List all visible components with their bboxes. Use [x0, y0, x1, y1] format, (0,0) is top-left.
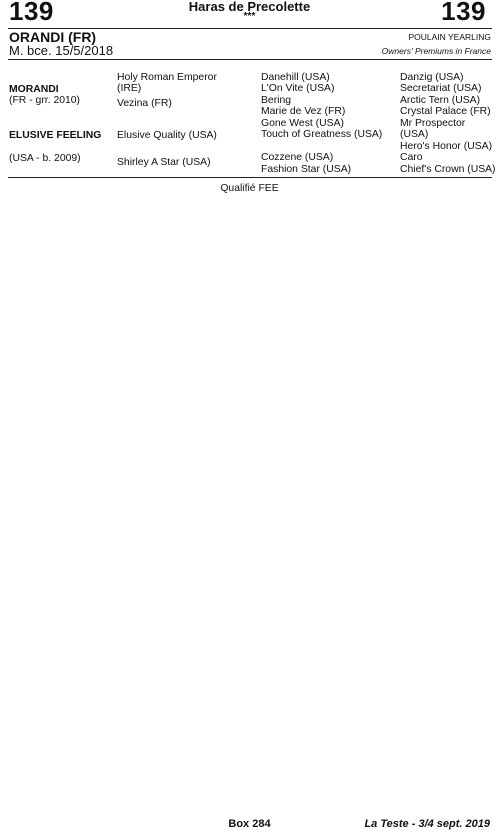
sire-name: MORANDI — [9, 84, 59, 95]
ggp-1: Danehill (USA) — [261, 72, 330, 83]
sire-info: (FR - grr. 2010) — [9, 95, 81, 106]
box-number: Box 284 — [228, 818, 271, 830]
dam-name: ELUSIVE FEELING — [9, 130, 102, 141]
ggp-5: Gone West (USA) — [261, 118, 344, 129]
gggp-7: Caro — [400, 152, 423, 163]
birth-info: M. bce. 15/5/2018 — [9, 43, 114, 58]
ggp-8: Fashion Star (USA) — [261, 164, 352, 175]
gggp-6: Hero's Honor (USA) — [400, 141, 493, 152]
qualification-note: Qualifié FEE — [220, 183, 279, 194]
ggp-4: Marie de Vez (FR) — [261, 106, 346, 117]
gggp-5: Mr Prospector (USA) — [400, 118, 466, 141]
gggp-4: Crystal Palace (FR) — [400, 106, 491, 117]
sale-name: La Teste - 3/4 sept. 2019 — [364, 818, 490, 830]
granddam-sire-side: Vezina (FR) — [117, 98, 172, 109]
ggp-3: Bering — [261, 95, 292, 106]
ggp-7: Cozzene (USA) — [261, 152, 334, 163]
page-footer — [0, 818, 499, 832]
granddam-dam-side: Shirley A Star (USA) — [117, 157, 211, 168]
pedigree-top-rule — [8, 59, 492, 60]
lot-number-left: 139 — [9, 0, 54, 26]
grandsire: Holy Roman Emperor (IRE) — [117, 72, 217, 95]
dam-info: (USA - b. 2009) — [9, 153, 81, 164]
gggp-8: Chief's Crown (USA) — [400, 164, 496, 175]
consignor-name: Haras de Precolette — [188, 0, 311, 14]
ggp-6: Touch of Greatness (USA) — [261, 129, 383, 140]
premiums-note: Owners' Premiums in France — [381, 46, 491, 56]
consignor-stars: *** — [243, 11, 256, 22]
category-label: POULAIN YEARLING — [408, 32, 491, 42]
gggp-2: Secretariat (USA) — [400, 83, 482, 94]
gggp-1: Danzig (USA) — [400, 72, 464, 83]
catalogue-header — [0, 0, 499, 24]
pedigree-bottom-rule — [8, 177, 492, 178]
ggp-2: L'On Vite (USA) — [261, 83, 335, 94]
horse-name: ORANDI (FR) — [9, 29, 97, 45]
grandsire-dam-side: Elusive Quality (USA) — [117, 130, 217, 141]
lot-number-right: 139 — [441, 0, 486, 26]
gggp-3: Arctic Tern (USA) — [400, 95, 481, 106]
